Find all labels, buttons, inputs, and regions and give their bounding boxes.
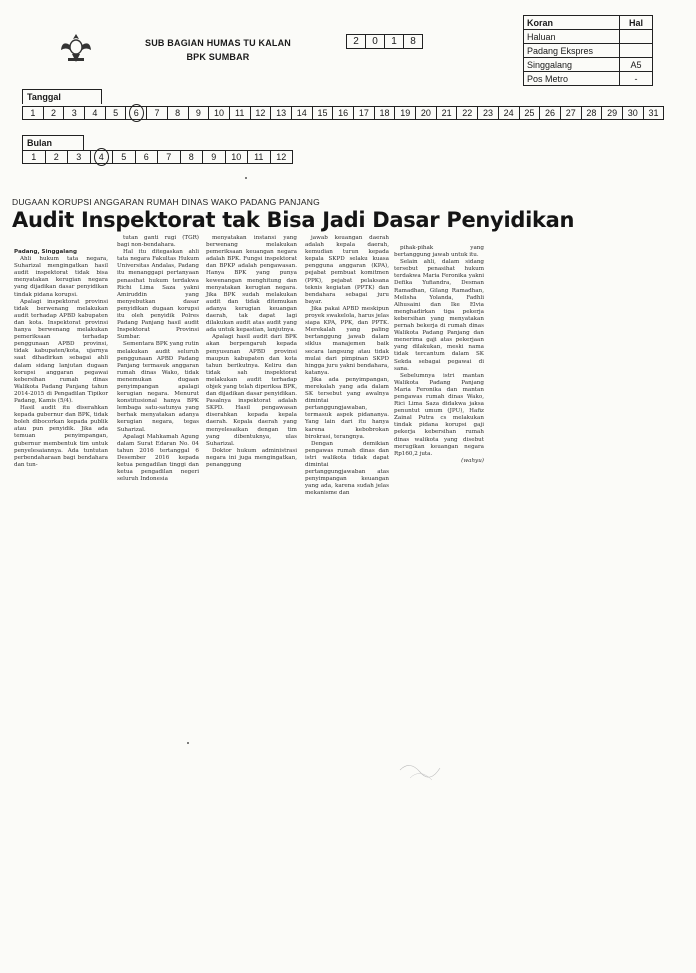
org-title	[118, 36, 318, 64]
koran-row	[524, 72, 653, 86]
koran-row	[524, 30, 653, 44]
tanggal-cells	[22, 106, 664, 120]
bulan-month-cell: 6	[136, 151, 159, 163]
koran-row	[524, 44, 653, 58]
tanggal-day-cell: 13	[271, 107, 292, 119]
tanggal-day-cell: 8	[168, 107, 189, 119]
tanggal-day-cell: 21	[437, 107, 458, 119]
article-kicker: DUGAAN KORUPSI ANGGARAN RUMAH DINAS WAKO PADANG PANJANG	[12, 197, 320, 207]
tanggal-day-cell: 27	[561, 107, 582, 119]
article-headline: Audit Inspektorat tak Bisa Jadi Dasar Penyidikan	[12, 208, 575, 232]
tanggal-day-cell: 30	[623, 107, 644, 119]
article-column-1	[14, 249, 108, 469]
tanggal-day-cell: 5	[106, 107, 127, 119]
article-paragraph: menyatakan instansi yang berwenang melakukan pemeriksaan keuangan negara adalah BPK. Fungsi inspektorat dan BPKP adalah pengawasan. Hanya BPK yang punya kewenangan menghitung dan menyatakan kerugian negara. Jika BPK sudah melakukan audit dan tidak ditemukan adanya kerugian keuangan daerah, tak dapat lagi dilakukan audit atas audit yang ada untuk kepastian, lanjutnya.	[206, 235, 297, 334]
tanggal-day-cell: 17	[354, 107, 375, 119]
article-paragraph: jawab keuangan daerah adalah kepala daerah, kemudian turun kepada kepala SKPD selaku kuasa pengguna anggaran (KPA), pejabat pembuat komitmen (PPK), pejabat pelaksana teknis kegiatan (PPTK) dan bendahara sebagai juru bayar.	[305, 235, 389, 305]
koran-col-header: Koran	[524, 16, 620, 30]
selected-circle-mark	[129, 104, 144, 122]
article-column-2	[117, 235, 199, 483]
koran-hal: A5	[620, 58, 653, 72]
article-paragraph: Doktor hukum administrasi negara ini juga mengingatkan, penanggung	[206, 447, 297, 468]
year-digit: 8	[410, 36, 416, 47]
tanggal-day-cell: 3	[64, 107, 85, 119]
article-byline: (wahyu)	[461, 457, 484, 464]
article-column-3	[206, 235, 297, 469]
bulan-month-cell: 1	[23, 151, 46, 163]
tanggal-day-cell: 18	[375, 107, 396, 119]
article-paragraph: Hasil audit itu diserahkan kepada gubernur dan BPK, tidak boleh dibocorkan kepada publik atau pun penyidik. Jika ada temuan penyimpangan, gubernur membentuk tim untuk penyelesaiannya. Ada tuntutan perbendaharaan bagi bendahara dan tun-	[14, 405, 108, 468]
article-paragraph: Selain ahli, dalam sidang tersebut penasihat hukum terdakwa Maria Feronika yakni Defika Yufiandra, Desman Ramadhan, Gilang Ramadhan, Melisha Yolanda, Fadhli Alhusaini dan Ike Elvia menghadirkan tiga pekerja kebersihan yang menyatakan pernah bekerja di rumah dinas Walikota Padang Panjang dan menerima gaji atas pekerjaan yang dilakukan, meski nama tidak tercantum dalam SK Sekda sebagai pegawai di sana.	[394, 259, 484, 372]
koran-hal	[620, 44, 653, 58]
tanggal-label: Tanggal	[22, 89, 102, 104]
bulan-month-cell: 12	[276, 152, 287, 162]
article-paragraph: Hal itu ditegaskan ahli tata negara Fakultas Hukum Universitas Andalas, Padang itu menanggapi pertanyaan penasihat hukum terdakwa Richi Lima Saza yakni Amiruddin yang menyebutkan dasar penyidikan dugaan korupsi itu oleh penyidik Polres Padang Panjang hasil audit Inspektorat Provinsi Sumbar.	[117, 249, 199, 341]
koran-name: Padang Ekspres	[524, 44, 620, 58]
tanggal-day-cell: 10	[209, 107, 230, 119]
koran-row	[524, 58, 653, 72]
bulan-month-cell: 11	[248, 151, 271, 163]
article-paragraph: Apalagi inspektorat provinsi tidak berwenang melakukan audit terhadap APBD kabupaten dan kota. Inspektorat provinsi hanya berwenang melakukan pemeriksaan terhadap penggunaan APBD provinsi, tidak kabupaten/kota, ujarnya saat dihadirkan sebagai ahli dalam sidang lanjutan dugaan korupsi anggaran pegawai kebersihan rumah dinas Walikota Padang Panjang tahun 2014-2015 di Pengadilan Tipikor Padang, Kamis (5/4).	[14, 298, 108, 404]
bulan-month-cell: 9	[203, 151, 226, 163]
tanggal-day-cell: 25	[520, 107, 541, 119]
tanggal-day-cell: 14	[292, 107, 313, 119]
year-boxes	[346, 34, 423, 49]
bulan-month-cell: 10	[226, 151, 249, 163]
tanggal-day-cell: 26	[540, 107, 561, 119]
year-digit: 0	[366, 35, 385, 48]
tanggal-day-cell: 22	[457, 107, 478, 119]
scan-speck	[187, 742, 189, 744]
tanggal-day-cell: 15	[313, 107, 334, 119]
article-paragraph: Jika ada penyimpangan, merekalah yang ada dalam SK tersebut yang awalnya dimintai pertanggungjawaban, termasuk aspek pidananya. Yang lain dari itu hanya karena kebobrokan birokrasi, terangnya.	[305, 376, 389, 440]
article-paragraph: Apalagi Mahkamah Agung dalam Surat Edaran No. 04 tahun 2016 tertanggal 6 Desember 2016 kepada ketua pengadilan tinggi dan ketua pengadilan negeri seluruh Indonesia	[117, 433, 199, 483]
article-paragraph: Apalagi hasil audit dari BPK akan berpengaruh kepada penyusunan APBD provinsi maupun kabupaten dan kota tahun berikutnya. Keliru dan tidak sah inspektorat melakukan audit terhadap objek yang telah diperiksa BPK, dan dijadikan dasar penyidikan. Pasalnya inspektorat adalah SKPD. Hasil pengawasan diserahkan kepada kepala daerah. Kepala daerah yang menyelesaikan dengan tim yang dibentuknya, ulas Suharizal.	[206, 334, 297, 447]
bulan-month-cell: 3	[68, 151, 91, 163]
tanggal-day-cell: 29	[602, 107, 623, 119]
koran-name: Singgalang	[524, 58, 620, 72]
year-digit: 1	[385, 35, 404, 48]
article-paragraph: Sebelumnya istri mantan Walikota Padang Panjang Maria Feronika dan mantan pengawas rumah dinas Wako, Rici Lima Saza didakwa jaksa penuntut umum (JPU), Hafiz Zainal Putra cs melakukan tindak pidana korupsi gaji pekerja kebersihan rumah dinas walikota yang disebut merugikan keuangan negara Rp160,2 juta.	[394, 372, 484, 457]
bulan-month-cell: 8	[181, 151, 204, 163]
article-column-5	[394, 245, 484, 465]
article-paragraph: Dengan demikian pengawas rumah dinas dan istri walikota tidak dapat dimintai pertanggungjawaban atas penyimpangan keuangan yang ada, karena sudah jelas mekanisme dan	[305, 440, 389, 497]
tanggal-day-cell: 6	[126, 107, 147, 119]
article-paragraph: Ahli hukum tata negara, Suharizal mengingatkan hasil audit inspektorat tidak bisa menyatakan kerugian negara yang dijadikan dasar penyidikan tindak pidana korupsi.	[14, 256, 108, 298]
bulan-month-cell: 7	[158, 151, 181, 163]
year-digit: 2	[347, 35, 366, 48]
article-dateline: Padang, Singgalang	[14, 249, 77, 255]
bulan-month-cell: 5	[113, 151, 136, 163]
selected-circle-mark	[94, 148, 109, 166]
koran-header-row	[524, 16, 653, 30]
tanggal-day-cell: 19	[395, 107, 416, 119]
garuda-emblem-icon	[58, 30, 94, 66]
tanggal-day-cell: 28	[582, 107, 603, 119]
hal-col-header: Hal	[620, 16, 653, 30]
tanggal-day-cell: 16	[333, 107, 354, 119]
article-paragraph: tutan ganti rugi (TGR) bagi non-bendahara.	[117, 235, 199, 249]
tanggal-day-cell: 31	[648, 108, 659, 118]
tanggal-day-cell: 2	[44, 107, 65, 119]
koran-table	[523, 15, 653, 86]
koran-name: Pos Metro	[524, 72, 620, 86]
bulan-label: Bulan	[22, 135, 84, 150]
koran-hal	[620, 30, 653, 44]
tanggal-day-cell: 12	[251, 107, 272, 119]
tanggal-day-cell: 9	[189, 107, 210, 119]
tanggal-day-cell: 24	[499, 107, 520, 119]
koran-hal: -	[620, 72, 653, 86]
tanggal-day-cell: 7	[147, 107, 168, 119]
tanggal-day-cell: 1	[23, 107, 44, 119]
tanggal-day-cell: 11	[230, 107, 251, 119]
scan-speck	[245, 177, 247, 179]
article-column-4	[305, 235, 389, 497]
tanggal-day-cell: 4	[85, 107, 106, 119]
org-line-1: SUB BAGIAN HUMAS TU KALAN	[145, 38, 291, 48]
bulan-month-cell: 2	[46, 151, 69, 163]
article-paragraph: Jika pakai APBD meskipun proyek swakelola, harus jelas siapa KPA, PPK, dan PPTK. Merekalah yang paling bertanggung jawab dalam siklus manajemen baik secara langsung atau tidak mulai dari pimpinan SKPD hingga juru yakni bendahara, katanya.	[305, 305, 389, 376]
scan-smudge	[390, 750, 450, 790]
org-line-2: BPK SUMBAR	[186, 52, 250, 62]
bulan-month-cell: 4	[91, 151, 114, 163]
tanggal-day-cell: 20	[416, 107, 437, 119]
tanggal-day-cell: 23	[478, 107, 499, 119]
koran-name: Haluan	[524, 30, 620, 44]
bulan-cells	[22, 150, 293, 164]
article-paragraph: Sementara BPK yang rutin melakukan audit seluruh penggunaan APBD Padang Panjang termasuk anggaran rumah dinas Wako, tidak menemukan dugaan penyimpangan apalagi kerugian negara. Menurut konstitusional hanya BPK lembaga satu-satunya yang berhak menyatakan adanya kerugian negara, tegas Suharizal.	[117, 341, 199, 433]
article-paragraph: pihak-pihak yang bertanggung jawab untuk itu.	[394, 245, 484, 259]
